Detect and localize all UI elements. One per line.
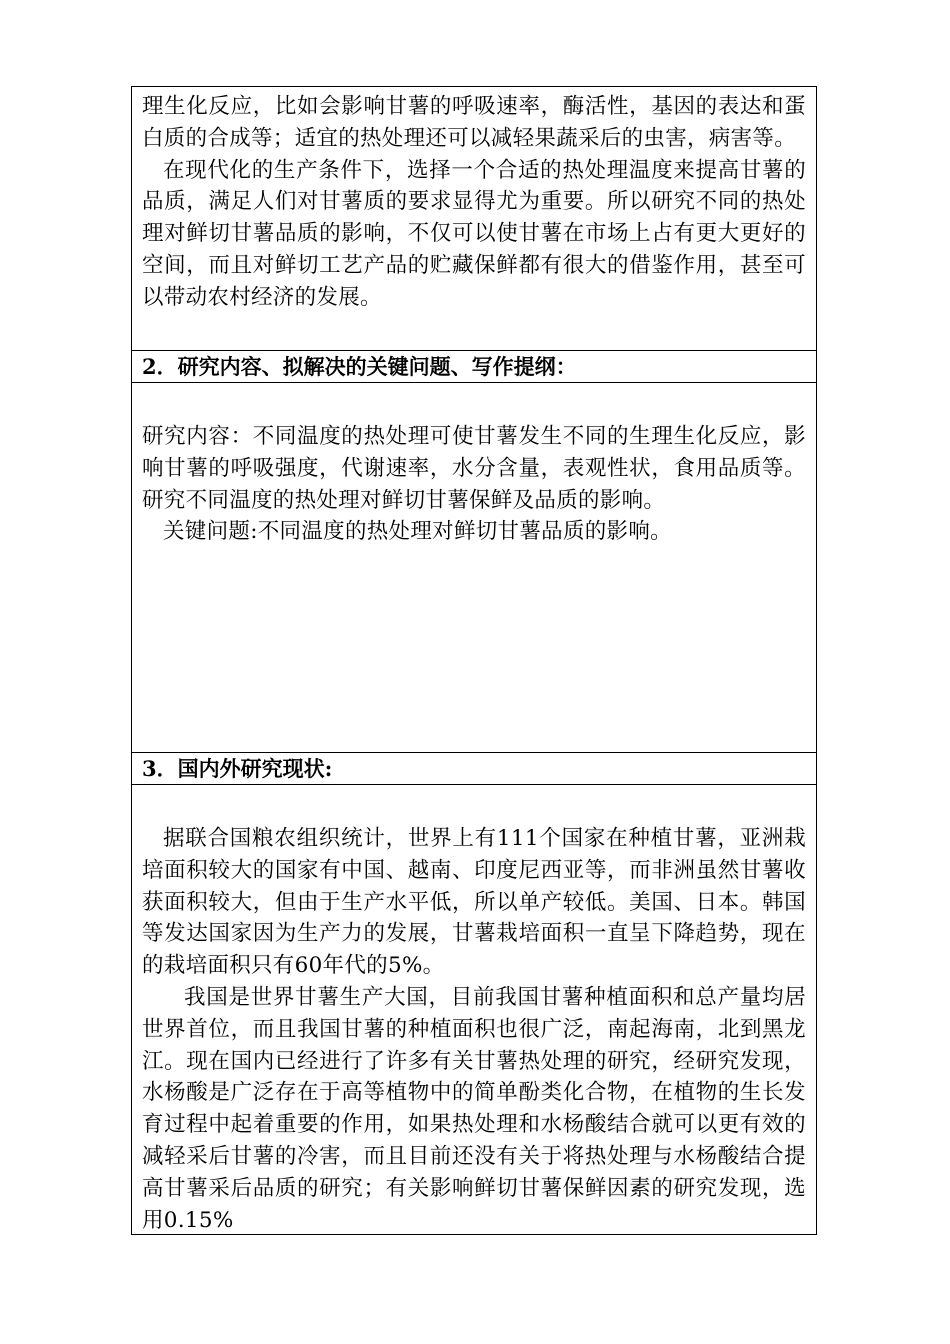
key-problem-paragraph: 关键问题:不同温度的热处理对鲜切甘薯品质的影响。 bbox=[163, 519, 672, 545]
status-paragraph: 据联合国粮农组织统计，世界上有111个国家在种植甘薯，亚洲栽培面积较大的国家有中国、越南、印度尼西亚等，而非洲虽然甘薯收获面积较大，但由于生产水平低，所以单产较低。美国、日本。韩国等发达国家因为生产力的发展，甘薯栽培面积一直呈下降趋势，现在的栽培面积只有60年代的5%。 bbox=[142, 826, 806, 979]
research-content-paragraph: 研究内容：不同温度的热处理可使甘薯发生不同的生理生化反应，影响甘薯的呼吸强度，代谢速率，水分含量，表观性状，食用品质等。研究不同温度的热处理对鲜切甘薯保鲜及品质的影响。 bbox=[142, 424, 806, 513]
status-paragraph: 我国是世界甘薯生产大国，目前我国甘薯种植面积和总产量均居世界首位，而且我国甘薯的种植面积也很广泛，南起海南，北到黑龙江。现在国内已经进行了许多有关甘薯热处理的研究，经研究发现，水杨酸是广泛存在于高等植物中的简单酚类化合物，在植物的生长发育过程中起着重要的作用，如果热处理和水杨酸结合就可以更有效的减轻采后甘薯的冷害，而且目前还没有关于将热处理与水杨酸结合提高甘薯采后品质的研究；有关影响鲜切甘薯保鲜因素的研究发现，选用0.15% bbox=[142, 984, 806, 1233]
section-3-heading: 3．国内外研究现状: bbox=[132, 752, 816, 784]
continuation-paragraph: 理生化反应，比如会影响甘薯的呼吸速率，酶活性，基因的表达和蛋白质的合成等；适宜的热处理还可以减轻果蔬采后的虫害，病害等。 bbox=[142, 94, 806, 151]
continuation-paragraph: 在现代化的生产条件下，选择一个合适的热处理温度来提高甘薯的品质，满足人们对甘薯质的要求显得尤为重要。所以研究不同的热处理对鲜切甘薯品质的影响，不仅可以使甘薯在市场上占有更大更好的空间，而且对鲜切工艺产品的贮藏保鲜都有很大的借鉴作用，甚至可以带动农村经济的发展。 bbox=[142, 157, 806, 310]
section-3-body bbox=[132, 784, 816, 1234]
section-2-body bbox=[132, 382, 816, 752]
section-2-heading: 2．研究内容、拟解决的关键问题、写作提纲： bbox=[132, 350, 816, 382]
proposal-table bbox=[131, 86, 817, 1235]
background-continuation-cell bbox=[132, 87, 816, 350]
